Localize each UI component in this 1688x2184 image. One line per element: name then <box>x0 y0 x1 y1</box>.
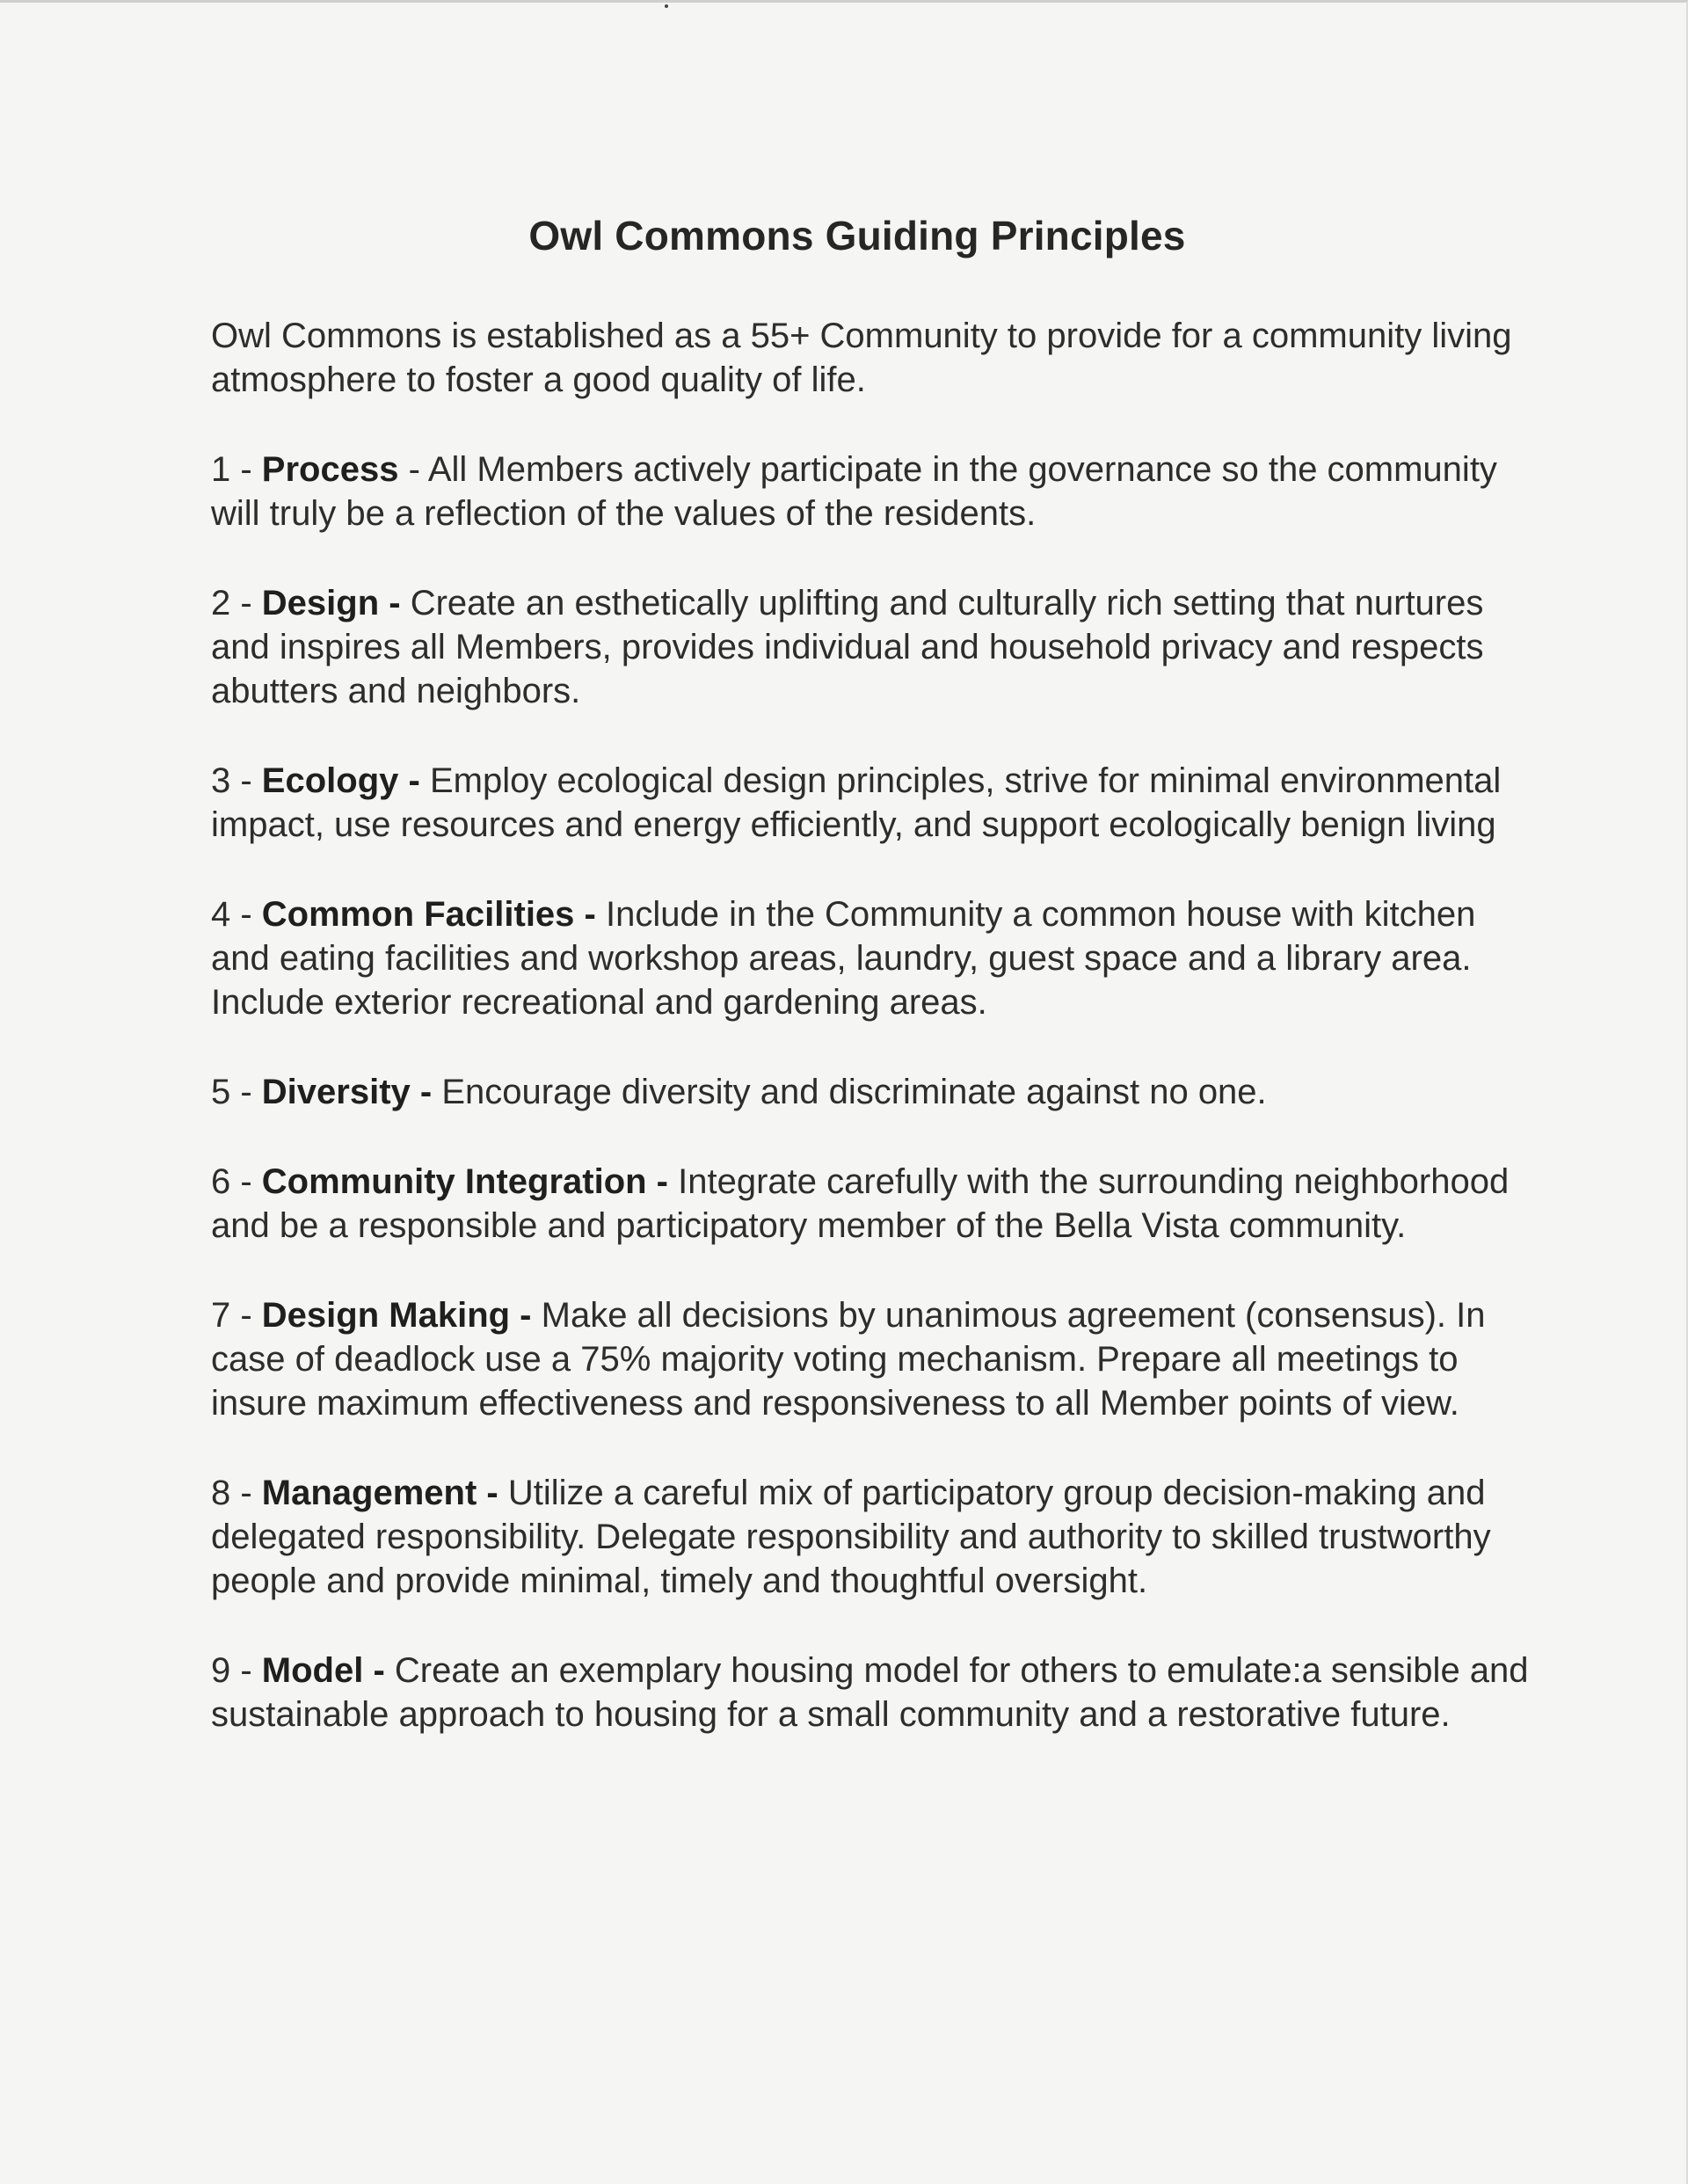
principle-name: Community Integration - <box>261 1162 669 1201</box>
principle-separator <box>532 1296 542 1335</box>
principle-separator <box>432 1073 441 1111</box>
principle-separator <box>668 1162 678 1201</box>
principle-name: Process <box>261 450 399 489</box>
principle-separator <box>385 1651 395 1690</box>
principle-text: Include in the Community a common house with kitchen and eating facilities and workshop areas, laundry, guest space and a library area. Include exterior recreational and gardening areas. <box>211 895 1476 1022</box>
principle-number: 5 - <box>211 1073 262 1111</box>
principle-name: Design - <box>261 584 401 622</box>
principle-text: Integrate carefully with the surrounding neighborhood and be a responsible and participatory member of the Bella Vista community. <box>211 1162 1510 1245</box>
principle-2 <box>211 581 1530 713</box>
principle-text: Employ ecological design principles, strive for minimal environmental impact, use resources and energy efficiently, and support ecologically benign living <box>211 761 1502 844</box>
principle-5 <box>211 1070 1530 1114</box>
principle-6 <box>211 1160 1530 1248</box>
principle-number: 1 - <box>211 450 262 489</box>
scan-dot-mark <box>665 4 668 8</box>
principle-text: Make all decisions by unanimous agreement (consensus). In case of deadlock use a 75% majority voting mechanism. Prepare all meetings to insure maximum effectiveness and responsiveness to all Member points of view. <box>211 1296 1486 1423</box>
principle-name: Ecology - <box>261 761 420 800</box>
principle-number: 8 - <box>211 1474 262 1512</box>
principle-number: 9 - <box>211 1651 262 1690</box>
principle-number: 3 - <box>211 761 262 800</box>
principle-1 <box>211 448 1530 535</box>
principle-text: All Members actively participate in the governance so the community will truly be a reflection of the values of the residents. <box>211 450 1497 533</box>
principle-separator <box>420 761 430 800</box>
principle-separator <box>498 1474 508 1512</box>
principle-number: 4 - <box>211 895 262 934</box>
document-title: Owl Commons Guiding Principles <box>528 213 1186 258</box>
principle-number: 7 - <box>211 1296 262 1335</box>
principle-7 <box>211 1293 1530 1425</box>
principle-name: Common Facilities - <box>261 895 596 934</box>
principle-text: Create an exemplary housing model for others to emulate:a sensible and sustainable approach to housing for a small community and a restorative future. <box>211 1651 1529 1734</box>
principle-name: Model - <box>261 1651 385 1690</box>
principle-3 <box>211 759 1530 847</box>
document-body <box>211 314 1530 1782</box>
principle-4 <box>211 892 1530 1024</box>
principle-separator <box>596 895 606 934</box>
principle-number: 2 - <box>211 584 262 622</box>
principle-text: Utilize a careful mix of participatory group decision-making and delegated responsibility. Delegate responsibility and authority to skilled trustworthy people and provide minimal, timely and thoughtful oversight. <box>211 1474 1491 1600</box>
intro-paragraph: Owl Commons is established as a 55+ Community to provide for a community living atmosphere to foster a good quality of life. <box>211 317 1512 399</box>
principle-8 <box>211 1471 1530 1603</box>
principle-name: Design Making - <box>261 1296 532 1335</box>
principle-number: 6 - <box>211 1162 262 1201</box>
principle-text: Create an esthetically uplifting and culturally rich setting that nurtures and inspires all Members, provides individual and household privacy and respects abutters and neighbors. <box>211 584 1484 710</box>
principle-separator: - <box>398 450 428 489</box>
principle-separator <box>401 584 411 622</box>
principle-text: Encourage diversity and discriminate against no one. <box>441 1073 1267 1111</box>
principle-name: Management - <box>261 1474 498 1512</box>
principle-9 <box>211 1649 1530 1736</box>
principle-name: Diversity - <box>261 1073 433 1111</box>
